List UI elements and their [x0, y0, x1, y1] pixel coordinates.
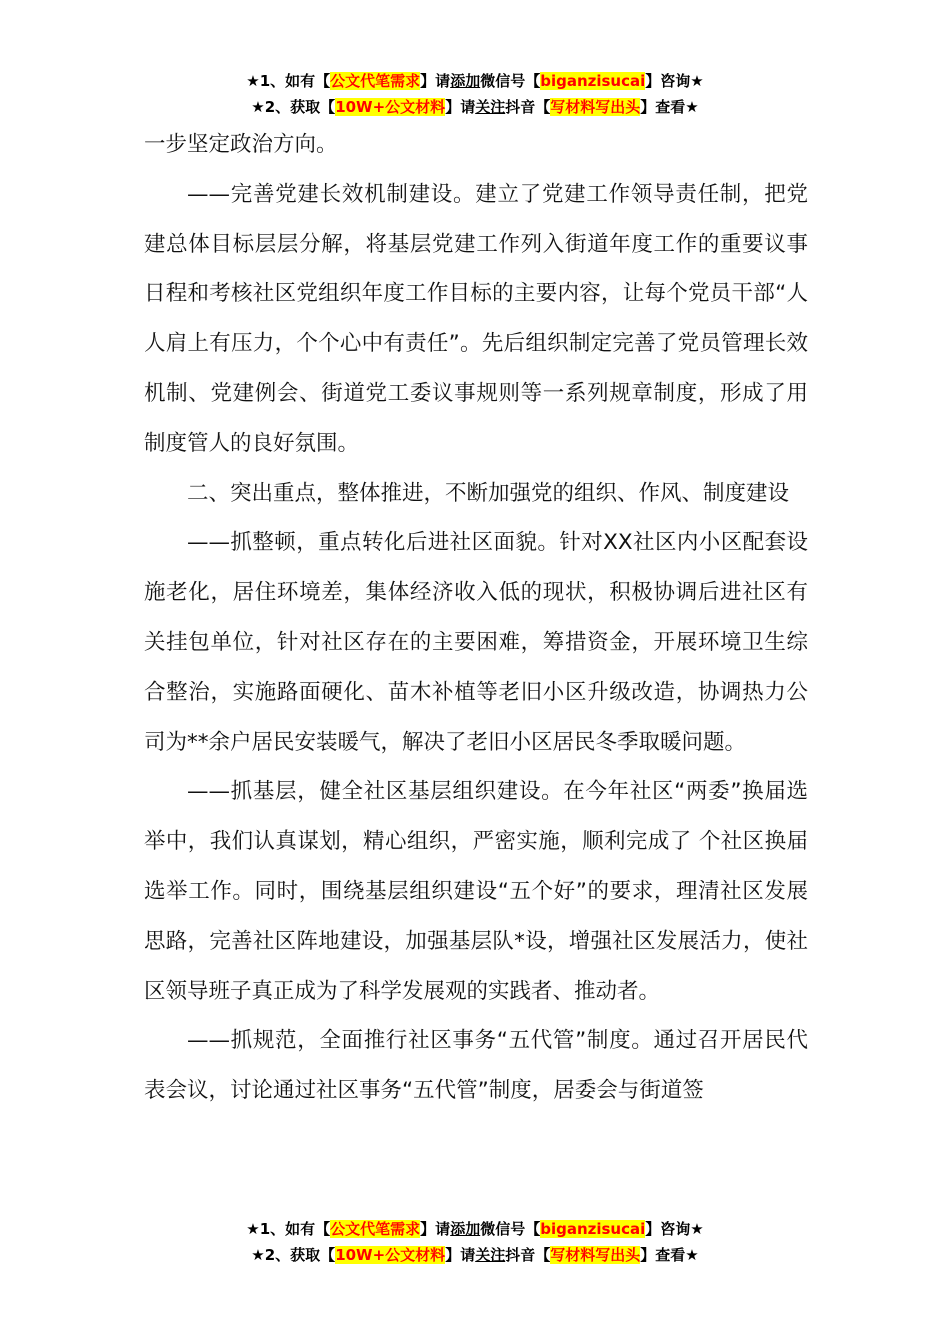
banner-underlined-text: 添加 [450, 72, 481, 90]
paragraph-party-building-mechanism: ——完善党建长效机制建设。建立了党建工作领导责任制，把党建总体目标层层分解，将基层党建工作列入街道年度工作的重要议事日程和考核社区党组织年度工作目标的主要内容，让每个党员干部“人人肩上有压力，个个心中有责任”。先后组织制定完善了党员管理长效机制、党建例会、街道党工委议事规则等一系列规章制度，形成了用制度管人的良好氛围。 [144, 181, 808, 456]
banner-highlight: biganzisucai [540, 1220, 646, 1238]
banner-highlight: 写材料写出头 [550, 98, 641, 116]
banner-text: ★1、如有【 [246, 72, 331, 90]
banner-highlight: 10W+公文材料 [335, 98, 446, 116]
banner-highlight: 10W+公文材料 [335, 1246, 446, 1264]
banner-text: 】请 [420, 1220, 451, 1238]
banner-text: 】请 [420, 72, 451, 90]
paragraph-continuation: 一步坚定政治方向。 [144, 132, 338, 157]
header-banner-line-1 [0, 68, 950, 94]
header-banner-line-2 [0, 94, 950, 120]
footer-banner-line-2 [0, 1242, 950, 1268]
document-body [144, 120, 808, 1116]
banner-text: 微信号【 [480, 72, 541, 90]
banner-highlight: 公文代笔需求 [330, 1220, 421, 1238]
banner-text: 抖音【 [505, 1246, 551, 1264]
banner-text: ★2、获取【 [251, 1246, 336, 1264]
footer-banner [0, 1216, 950, 1268]
banner-text: 抖音【 [505, 98, 551, 116]
banner-text: 】请 [445, 98, 476, 116]
banner-underlined-text: 关注 [475, 1246, 506, 1264]
banner-underlined-text: 添加 [450, 1220, 481, 1238]
banner-underlined-text: 关注 [475, 98, 506, 116]
banner-highlight: biganzisucai [540, 72, 646, 90]
banner-highlight: 公文代笔需求 [330, 72, 421, 90]
footer-banner-line-1 [0, 1216, 950, 1242]
banner-highlight: 写材料写出头 [550, 1246, 641, 1264]
paragraph-rectification: ——抓整顿，重点转化后进社区面貌。针对XX社区内小区配套设施老化，居住环境差，集体经济收入低的现状，积极协调后进社区有关挂包单位，针对社区存在的主要困难，筹措资金，开展环境卫生综合整治，实施路面硬化、苗木补植等老旧小区升级改造，协调热力公司为**余户居民安装暖气，解决了老旧小区居民冬季取暖问题。 [144, 530, 808, 755]
header-banner [0, 68, 950, 120]
banner-text: 微信号【 [480, 1220, 541, 1238]
paragraph-standardization: ——抓规范，全面推行社区事务“五代管”制度。通过召开居民代表会议，讨论通过社区事务“五代管”制度，居委会与街道签 [144, 1028, 808, 1104]
section-heading-2: 二、突出重点，整体推进，不断加强党的组织、作风、制度建设 [187, 480, 790, 506]
banner-text: 】查看★ [640, 1246, 699, 1264]
banner-text: 】请 [445, 1246, 476, 1264]
banner-text: ★1、如有【 [246, 1220, 331, 1238]
banner-text: 】查看★ [640, 98, 699, 116]
banner-text: 】咨询★ [645, 72, 704, 90]
banner-text: 】咨询★ [645, 1220, 704, 1238]
paragraph-grassroots: ——抓基层，健全社区基层组织建设。在今年社区“两委”换届选举中，我们认真谋划，精心组织，严密实施，顺利完成了 个社区换届选举工作。同时，围绕基层组织建设“五个好”的要求，理清社区发展思路，完善社区阵地建设，加强基层队*设，增强社区发展活力，使社区领导班子真正成为了科学发展观的实践者、推动者。 [144, 779, 808, 1004]
banner-text: ★2、获取【 [251, 98, 336, 116]
